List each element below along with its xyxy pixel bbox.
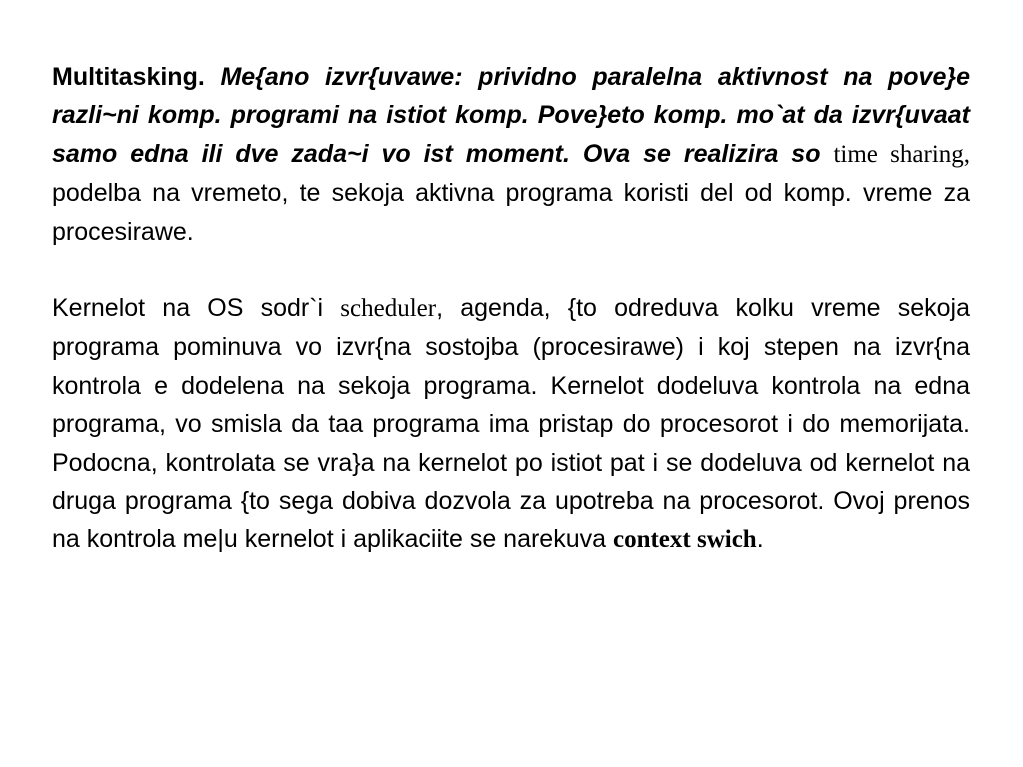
multitasking-paragraph bbox=[52, 58, 970, 251]
kernel-intro: Kernelot na OS sodr`i bbox=[52, 294, 341, 323]
paragraph-spacer bbox=[205, 63, 221, 91]
scheduler-term: scheduler bbox=[340, 295, 437, 323]
multitasking-explanation: podelba na vremeto, te sekoja aktivna programa koristi del od komp. vreme za procesirawe. bbox=[52, 179, 970, 246]
slide-body bbox=[52, 58, 970, 560]
context-switch-term: context swich bbox=[612, 526, 757, 554]
time-sharing-term: time sharing, bbox=[833, 140, 971, 168]
kernel-paragraph bbox=[52, 289, 970, 560]
kernel-explanation: , agenda, {to odreduva kolku vreme sekoja programa pominuva vo izvr{na sostojba (procesirawe) i koj stepen na izvr{na kontrola e dodelena na sekoja programa. Kernelot dodeluva kontrola na edna programa, vo smisla da taa programa ima pristap do procesorot i do memorijata. Podocna, kontrolata se vra}a na kernelot po istiot pat i se dodeluva od kernelot na druga programa {to sega dobiva dozvola za upotreba na procesorot. Ovoj prenos na kontrola me|u kernelot i aplikaciite se narekuva bbox=[52, 294, 970, 554]
multitasking-heading: Multitasking. bbox=[52, 63, 205, 91]
paragraph-end: . bbox=[756, 525, 764, 554]
multitasking-definition: Me{ano izvr{uvawe: prividno paralelna aktivnost na pove}e razli~ni komp. programi na istiot komp. Pove}eto komp. mo`at da izvr{uvaat samo edna ili dve zada~i vo ist moment. Ova se realizira so bbox=[52, 63, 970, 168]
paragraph-spacer bbox=[821, 140, 834, 168]
